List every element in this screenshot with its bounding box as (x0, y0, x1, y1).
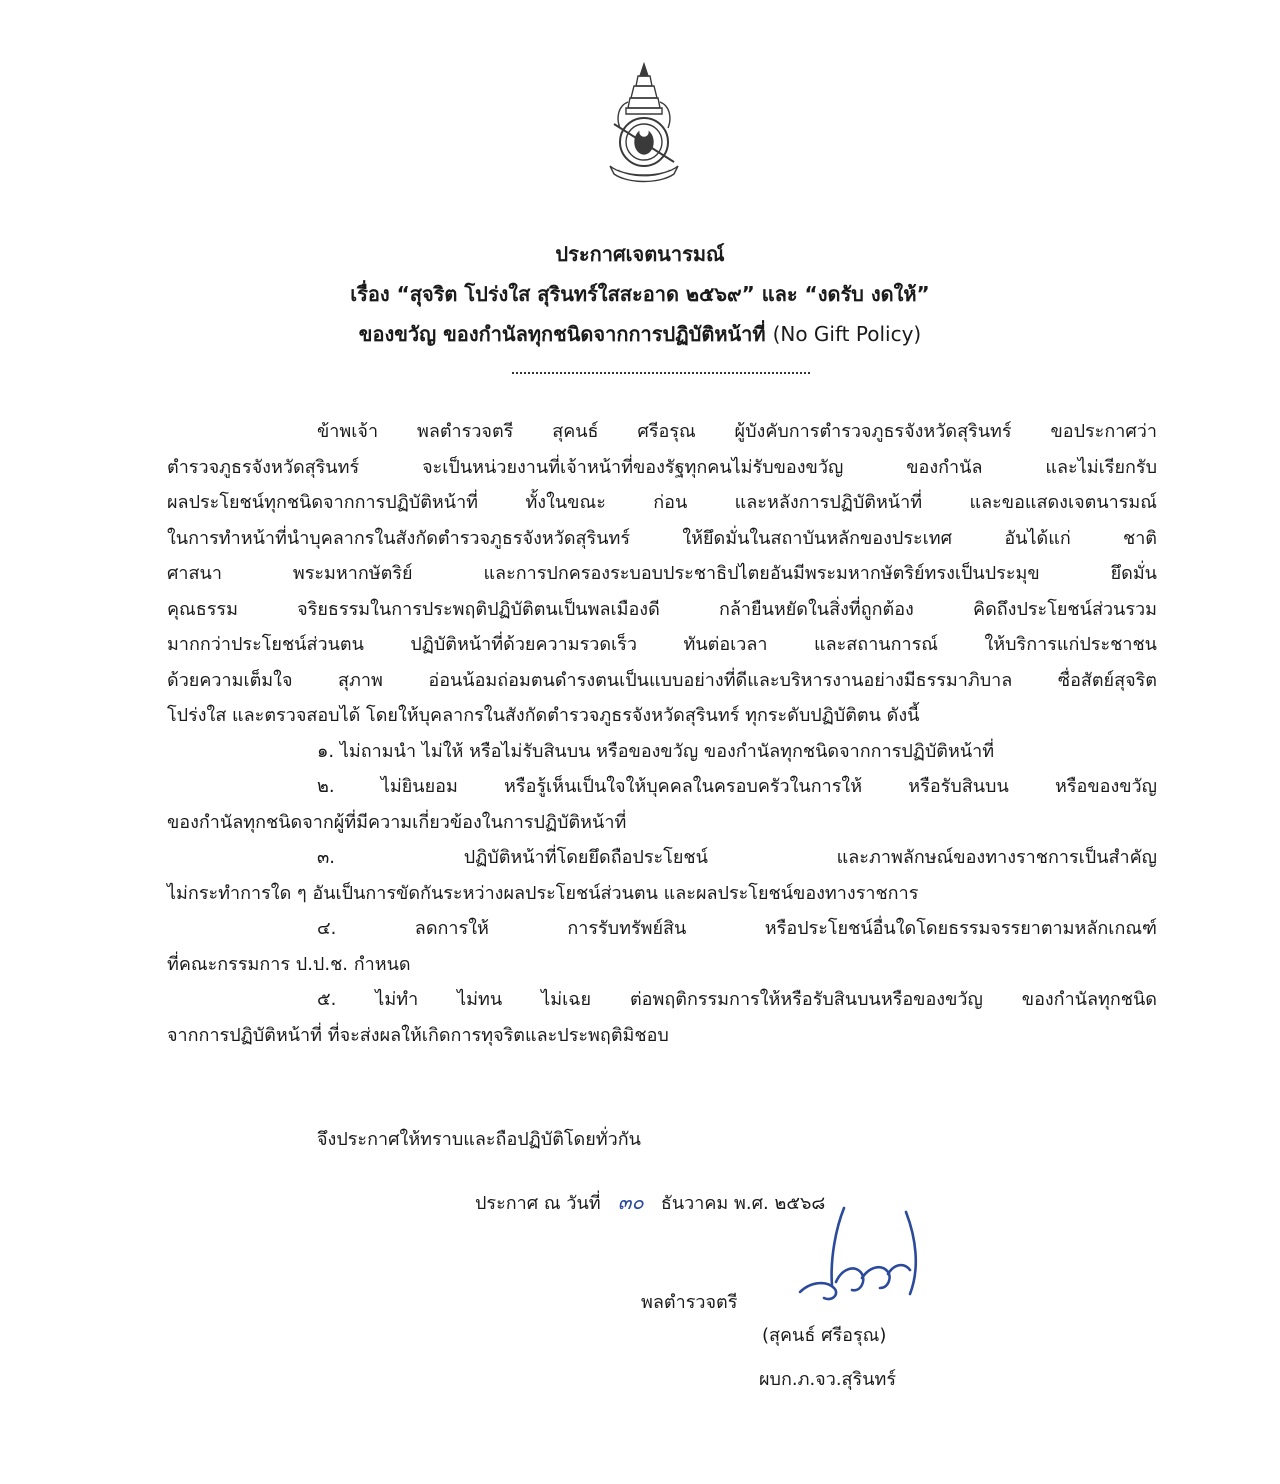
intro-line: ข้าพเจ้า พลตำรวจตรี สุคนธ์ ศรีอรุณ ผู้บังคับการตำรวจภูธรจังหวัดสุรินทร์ ขอประกาศว่า (317, 421, 1157, 442)
date-prefix: ประกาศ ณ วันที่ (475, 1193, 601, 1214)
signer-rank: พลตำรวจตรี (641, 1292, 738, 1313)
list-item-5: ๕. ไม่ทำ ไม่ทน ไม่เฉย ต่อพฤติกรรมการให้หรือรับสินบนหรือของขวัญ ของกำนัลทุกชนิด (317, 989, 1157, 1010)
date-day-handwritten: ๓๐ (617, 1190, 644, 1214)
list-item-4-continued: ที่คณะกรรมการ ป.ป.ช. กำหนด (167, 953, 411, 975)
list-item-4: ๔. ลดการให้ การรับทรัพย์สิน หรือประโยชน์อื่นใดโดยธรรมจรรยาตามหลักเกณฑ์ (317, 918, 1157, 939)
intro-line: คุณธรรม จริยธรรมในการประพฤติปฏิบัติตนเป็นพลเมืองดี กล้ายืนหยัดในสิ่งที่ถูกต้อง คิดถึงประโยชน์ส่วนรวม (167, 598, 1157, 620)
royal-thai-police-emblem-icon (604, 62, 684, 184)
dotted-separator (512, 372, 810, 374)
list-item-1: ๑. ไม่ถามนำ ไม่ให้ หรือไม่รับสินบน หรือของขวัญ ของกำนัลทุกชนิดจากการปฏิบัติหน้าที่ (317, 740, 995, 762)
list-item-3: ๓. ปฏิบัติหน้าที่โดยยึดถือประโยชน์ และภาพลักษณ์ของทางราชการเป็นสำคัญ (317, 847, 1157, 868)
intro-line: โปร่งใส และตรวจสอบได้ โดยให้บุคลากรในสังกัดตำรวจภูธรจังหวัดสุรินทร์ ทุกระดับปฏิบัติตน ดังนี้ (167, 705, 920, 726)
signer-position: ผบก.ภ.จว.สุรินทร์ (759, 1369, 897, 1390)
intro-line: ตำรวจภูธรจังหวัดสุรินทร์ จะเป็นหน่วยงานที่เจ้าหน้าที่ของรัฐทุกคนไม่รับของขวัญ ของกำนัล และไม่เรียกรับ (167, 456, 1157, 478)
subject-line-2 (0, 314, 1280, 354)
intro-line: ด้วยความเต็มใจ สุภาพ อ่อนน้อมถ่อมตนดำรงตนเป็นแบบอย่างที่ดีและบริหารงานอย่างมีธรรมาภิบาล ซื่อสัตย์สุจริต (167, 669, 1157, 691)
signer-name: (สุคนธ์ ศรีอรุณ) (762, 1325, 887, 1346)
list-item-2: ๒. ไม่ยินยอม หรือรู้เห็นเป็นใจให้บุคคลในครอบครัวในการให้ หรือรับสินบน หรือของขวัญ (317, 776, 1157, 797)
intro-line: ในการทำหน้าที่นำบุคลากรในสังกัดตำรวจภูธรจังหวัดสุรินทร์ ให้ยึดมั่นในสถาบันหลักของประเทศ อันได้แก่ ชาติ (167, 527, 1157, 549)
intro-line: ศาสนา พระมหากษัตริย์ และการปกครองระบอบประชาธิปไตยอันมีพระมหากษัตริย์ทรงเป็นประมุข ยึดมั่น (167, 563, 1157, 584)
page-title: ประกาศเจตนารมณ์ (555, 242, 725, 266)
list-item-5-continued: จากการปฏิบัติหน้าที่ ที่จะส่งผลให้เกิดการทุจริตและประพฤติมิชอบ (167, 1024, 669, 1046)
announcement-heading (0, 234, 1280, 354)
handwritten-signature-icon (770, 1198, 950, 1308)
date-suffix: ธันวาคม พ.ศ. ๒๕๖๘ (660, 1193, 826, 1214)
intro-line: มากกว่าประโยชน์ส่วนตน ปฏิบัติหน้าที่ด้วยความรวดเร็ว ทันต่อเวลา และสถานการณ์ ให้บริการแก่ประชาชน (167, 634, 1157, 655)
intro-line: ผลประโยชน์ทุกชนิดจากการปฏิบัติหน้าที่ ทั้งในขณะ ก่อน และหลังการปฏิบัติหน้าที่ และขอแสดงเจตนารมณ์ (167, 492, 1157, 513)
subject-line-2-latin: (No Gift Policy) (772, 322, 922, 346)
list-item-2-continued: ของกำนัลทุกชนิดจากผู้ที่มีความเกี่ยวข้องในการปฏิบัติหน้าที่ (167, 811, 627, 833)
closing-statement: จึงประกาศให้ทราบและถือปฏิบัติโดยทั่วกัน (317, 1129, 641, 1150)
subject-line-2-thai: ของขวัญ ของกำนัลทุกชนิดจากการปฏิบัติหน้าที่ (358, 322, 766, 346)
subject-line: เรื่อง “สุจริต โปร่งใส สุรินทร์ใสสะอาด ๒๕๖๙” และ “งดรับ งดให้” (350, 282, 930, 306)
list-item-3-continued: ไม่กระทำการใด ๆ อันเป็นการขัดกันระหว่างผลประโยชน์ส่วนตน และผลประโยชน์ของทางราชการ (167, 882, 919, 904)
announcement-body (167, 414, 1157, 1053)
